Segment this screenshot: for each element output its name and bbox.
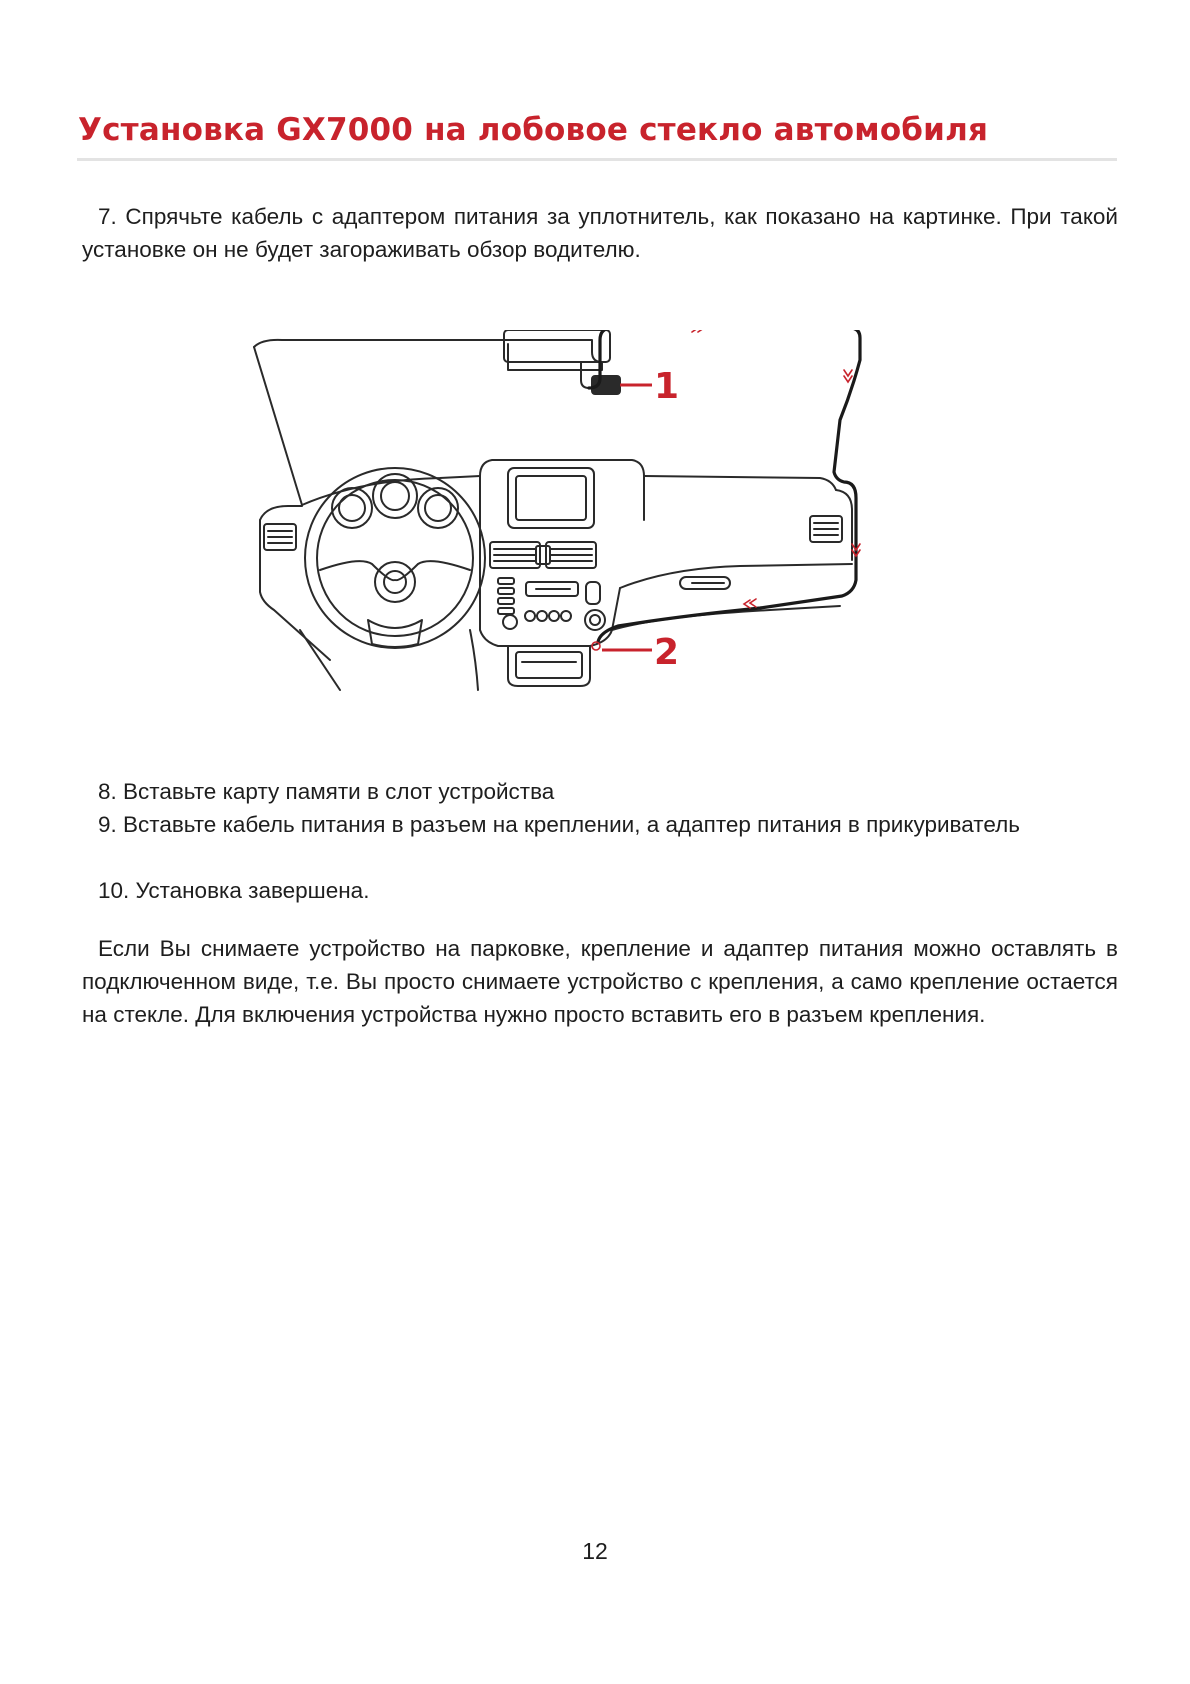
car-dashboard-illustration [254,330,852,690]
page-number: 12 [582,1538,608,1564]
dashboard-right-lower-edge [620,564,852,588]
windshield-left-pillar [254,347,302,505]
title-divider [77,158,1117,161]
step-9-label: 9. Вставьте кабель питания в разъем на креплении, а адаптер питания в прикуриватель [98,812,1020,837]
radio-volume-knob [585,610,605,630]
radio-knob-slot [586,582,600,604]
steering-wheel-horn [384,571,406,593]
steering-column [300,630,340,690]
step-10-text [82,874,1118,907]
dashboard-left-corner [260,506,302,520]
power-cable [589,330,860,642]
parking-note [82,932,1118,1031]
arrow-icon [692,330,704,332]
windshield-bottom-right [644,476,836,490]
power-cable-route [589,330,860,642]
page-title: Установка GX7000 на лобовое стекло автомобиля [78,112,989,148]
steering-wheel-hub [375,562,415,602]
steering-wheel-outer [305,468,485,648]
windshield-left-top [254,340,602,370]
step-8-text [82,775,1118,808]
step-10-label: 10. Установка завершена. [98,878,370,903]
callout-1-label: 1 [654,366,680,407]
callout-2-label: 2 [654,632,680,673]
glovebox-bottom [612,606,840,630]
step-7-text [82,200,1118,266]
windshield-installation-diagram [240,330,960,740]
hazard-button [536,546,550,564]
step-9-text [82,808,1118,841]
dashcam-cable-short [581,362,589,388]
step-7-label: 7. Спрячьте кабель с адаптером питания за уплотнитель, как показано на картинке. При такой установке он не будет загораживать обзор водителю. [82,204,1118,262]
arrow-icon [844,370,852,382]
storage-compartment [516,652,582,678]
arrow-icon [744,599,756,608]
parking-note-text: Если Вы снимаете устройство на парковке, крепление и адаптер питания можно оставлять в подключенном виде, т.е. Вы просто снимаете устройство с крепления, а само крепление остается на стекле. Для включения устройства нужно просто вставить его в разъем крепления. [82,936,1118,1027]
navigation-screen [516,476,586,520]
step-8-label: 8. Вставьте карту памяти в слот устройства [98,779,555,804]
dashboard-right-corner [836,490,852,560]
